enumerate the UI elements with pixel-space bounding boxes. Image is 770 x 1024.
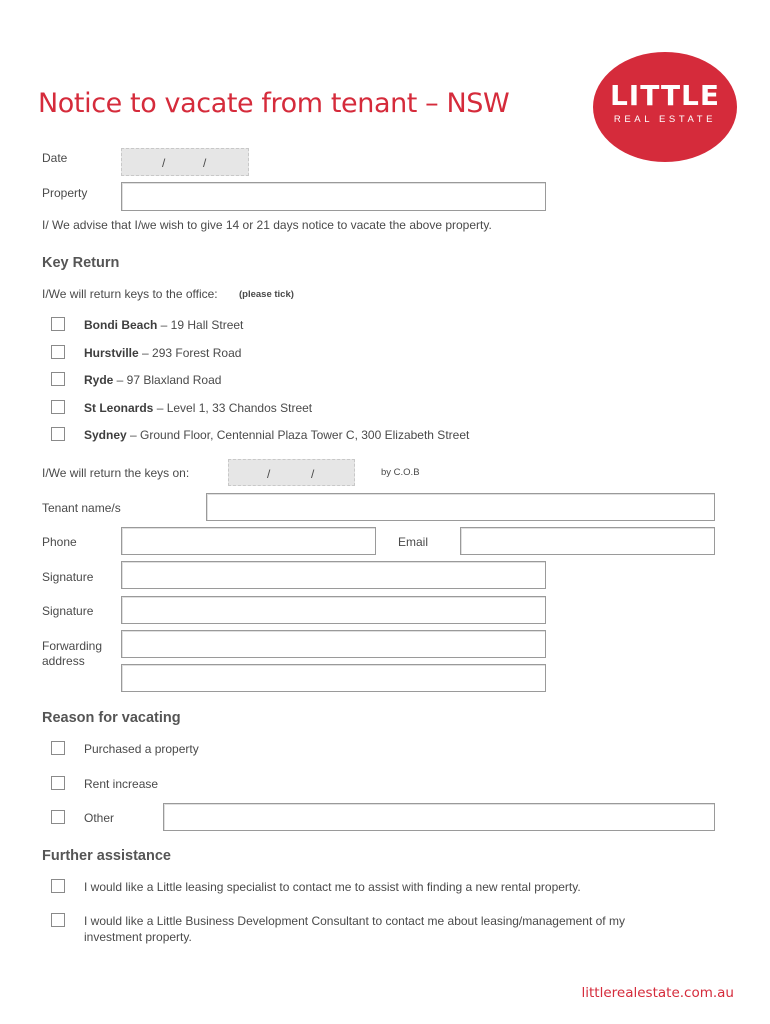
further-assistance-heading: Further assistance bbox=[42, 848, 171, 864]
property-label: Property bbox=[42, 186, 88, 200]
office-name: Bondi Beach bbox=[84, 318, 158, 332]
logo-subtitle: REAL ESTATE bbox=[613, 114, 717, 125]
checkbox-other[interactable] bbox=[51, 810, 65, 824]
email-label: Email bbox=[398, 535, 429, 549]
signature-field-2[interactable] bbox=[121, 596, 546, 624]
office-name: Hurstville bbox=[84, 346, 139, 360]
checkbox-sydney[interactable] bbox=[51, 427, 65, 441]
further-option-leasing-specialist: I would like a Little leasing specialist to contact me to assist with finding a new rental property. bbox=[84, 880, 581, 894]
date-field[interactable] bbox=[121, 148, 249, 176]
office-address: – 97 Blaxland Road bbox=[113, 373, 222, 387]
checkbox-purchased-property[interactable] bbox=[51, 741, 65, 755]
signature-label: Signature bbox=[42, 604, 94, 618]
checkbox-hurstville[interactable] bbox=[51, 345, 65, 359]
tenant-names-label: Tenant name/s bbox=[42, 501, 121, 515]
please-tick-note: (please tick) bbox=[239, 289, 294, 300]
office-name: Ryde bbox=[84, 373, 114, 387]
reason-heading: Reason for vacating bbox=[42, 710, 181, 726]
checkbox-st-leonards[interactable] bbox=[51, 400, 65, 414]
return-date-field[interactable] bbox=[228, 459, 355, 486]
company-logo bbox=[593, 52, 737, 162]
logo-wordmark: LITTLE bbox=[609, 79, 721, 112]
office-option-hurstville bbox=[84, 346, 241, 360]
by-cob-label: by C.O.B bbox=[381, 467, 420, 478]
office-option-st-leonards bbox=[84, 401, 312, 415]
advise-statement: I/ We advise that I/we wish to give 14 or 21 days notice to vacate the above property. bbox=[42, 218, 492, 232]
email-field[interactable] bbox=[460, 527, 715, 555]
property-field[interactable] bbox=[121, 182, 546, 211]
office-address: – 19 Hall Street bbox=[157, 318, 244, 332]
checkbox-rent-increase[interactable] bbox=[51, 776, 65, 790]
checkbox-bondi-beach[interactable] bbox=[51, 317, 65, 331]
forwarding-address-label: address bbox=[42, 654, 85, 668]
phone-label: Phone bbox=[42, 535, 77, 549]
further-option-business-development: I would like a Little Business Development Consultant to contact me about leasing/management of my bbox=[84, 914, 625, 928]
other-reason-field[interactable] bbox=[163, 803, 715, 831]
office-address: – 293 Forest Road bbox=[138, 346, 242, 360]
date-separator: / bbox=[162, 156, 166, 170]
date-separator: / bbox=[267, 467, 271, 481]
phone-field[interactable] bbox=[121, 527, 376, 555]
reason-option-rent-increase: Rent increase bbox=[84, 777, 159, 791]
office-option-sydney bbox=[84, 428, 469, 442]
tenant-names-field[interactable] bbox=[206, 493, 715, 521]
office-name: St Leonards bbox=[84, 401, 154, 415]
forwarding-address-field-1[interactable] bbox=[121, 630, 546, 658]
checkbox-business-development[interactable] bbox=[51, 913, 65, 927]
reason-option-other: Other bbox=[84, 811, 115, 825]
forwarding-address-field-2[interactable] bbox=[121, 664, 546, 692]
signature-label: Signature bbox=[42, 570, 94, 584]
office-option-bondi-beach bbox=[84, 318, 243, 332]
further-option-business-development-continued: investment property. bbox=[84, 930, 192, 944]
office-option-ryde bbox=[84, 373, 221, 387]
checkbox-leasing-specialist[interactable] bbox=[51, 879, 65, 893]
office-address: – Ground Floor, Centennial Plaza Tower C, 300 Elizabeth Street bbox=[126, 428, 470, 442]
forwarding-address-label: Forwarding bbox=[42, 639, 103, 653]
key-return-heading: Key Return bbox=[42, 255, 120, 271]
date-label: Date bbox=[42, 151, 68, 165]
signature-field-1[interactable] bbox=[121, 561, 546, 589]
return-keys-on-label: I/We will return the keys on: bbox=[42, 466, 190, 480]
date-separator: / bbox=[203, 156, 207, 170]
key-return-instruction: I/We will return keys to the office: bbox=[42, 287, 218, 301]
office-name: Sydney bbox=[84, 428, 127, 442]
page-title: Notice to vacate from tenant – NSW bbox=[38, 88, 510, 119]
date-separator: / bbox=[311, 467, 315, 481]
website-link[interactable]: littlerealestate.com.au bbox=[581, 985, 734, 1001]
reason-option-purchased: Purchased a property bbox=[84, 742, 199, 756]
office-address: – Level 1, 33 Chandos Street bbox=[153, 401, 313, 415]
checkbox-ryde[interactable] bbox=[51, 372, 65, 386]
